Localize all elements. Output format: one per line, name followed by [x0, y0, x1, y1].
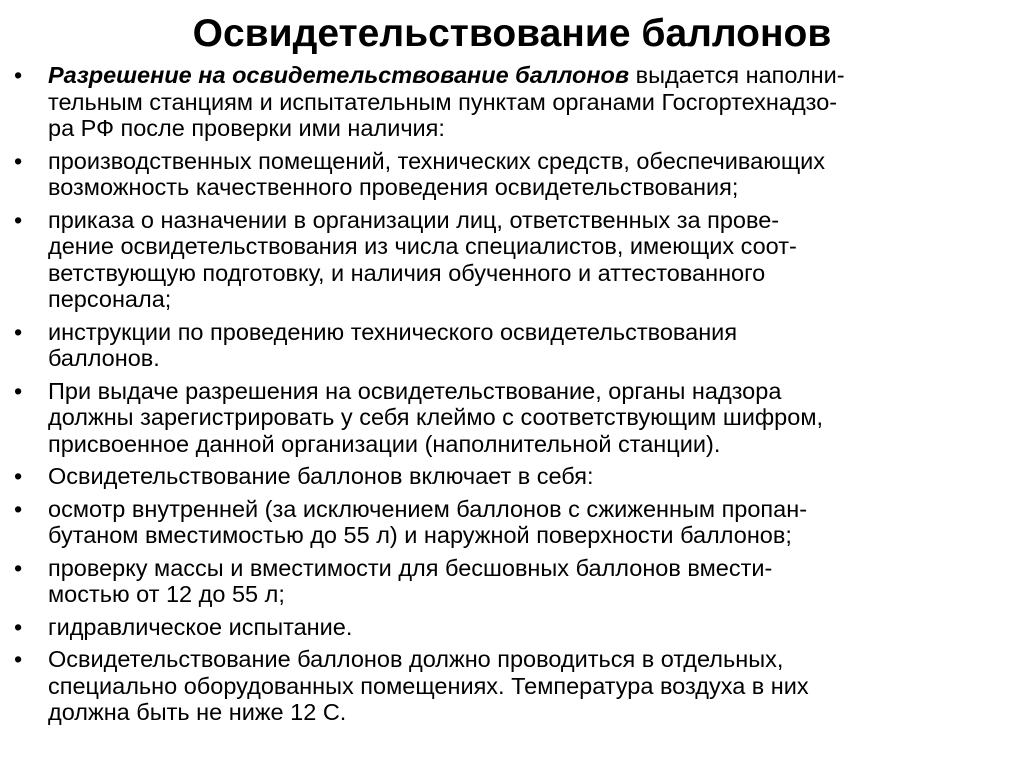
line-text: персонала;	[48, 286, 172, 312]
line-text: должна быть не ниже 12 С.	[48, 699, 347, 725]
line-text: осмотр внутренней (за исключением баллонов с сжиженным пропан-	[48, 495, 808, 522]
bullet-item	[14, 378, 1014, 458]
bullet-line	[48, 207, 1014, 234]
bullet-item	[14, 496, 1014, 549]
bullet-item	[14, 646, 1014, 726]
bullet-list	[14, 62, 1014, 732]
bullet-line	[48, 522, 1014, 549]
bullet-line	[48, 89, 1014, 116]
line-text: дение освидетельствования из числа специалистов, имеющих соот-	[48, 233, 797, 259]
line-text: гидравлическое испытание.	[48, 613, 353, 640]
bullet-line	[48, 345, 1014, 372]
bullet-line	[48, 699, 1014, 726]
emphasis-text: Разрешение на освидетельствование баллонов	[48, 62, 630, 88]
line-text: Освидетельствование баллонов включает в себя:	[48, 463, 594, 489]
line-text: специально оборудованных помещениях. Температура воздуха в них	[48, 672, 809, 699]
bullet-line	[48, 233, 1014, 260]
bullet-item	[14, 319, 1014, 372]
line-text: ветствующую подготовку, и наличия обученного и аттестованного	[48, 259, 766, 286]
line-text: мостью от 12 до 55 л;	[48, 581, 285, 607]
line-text: инструкции по проведению технического освидетельствования	[48, 318, 738, 345]
bullet-line	[48, 673, 1014, 700]
line-text: возможность качественного проведения освидетельствования;	[48, 174, 739, 200]
bullet-item	[14, 463, 1014, 490]
line-text: бутаном вместимостью до 55 л) и наружной поверхности баллонов;	[48, 522, 792, 548]
bullet-line	[48, 581, 1014, 608]
bullet-line	[48, 555, 1014, 582]
slide-title: Освидетельствование баллонов	[192, 12, 832, 55]
line-text: приказа о назначении в организации лиц, ответственных за прове-	[48, 206, 780, 233]
bullet-item	[14, 207, 1014, 313]
bullet-item	[14, 555, 1014, 608]
line-text: присвоенное данной организации (наполнительной станции).	[48, 430, 721, 457]
bullet-line	[48, 148, 1014, 175]
bullet-line	[48, 431, 1014, 458]
line-text: выдается наполни-	[629, 62, 845, 88]
bullet-line	[48, 646, 1014, 673]
line-text: производственных помещений, технических средств, обеспечивающих	[48, 147, 826, 174]
bullet-line	[48, 174, 1014, 201]
bullet-line	[48, 319, 1014, 346]
bullet-line	[48, 286, 1014, 313]
line-text: Освидетельствование баллонов должно проводиться в отдельных,	[48, 646, 784, 672]
bullet-line	[48, 496, 1014, 523]
bullet-line	[48, 260, 1014, 287]
line-text: должны зарегистрировать у себя клеймо с соответствующим шифром,	[48, 404, 824, 430]
bullet-item	[14, 614, 1014, 641]
line-text: баллонов.	[48, 345, 160, 371]
bullet-line	[48, 62, 1014, 89]
bullet-line	[48, 378, 1014, 405]
bullet-line	[48, 463, 1014, 490]
bullet-item	[14, 148, 1014, 201]
bullet-line	[48, 614, 1014, 641]
bullet-line	[48, 404, 1014, 431]
line-text: тельным станциям и испытательным пунктам органами Госгортехнадзо-	[48, 88, 838, 115]
line-text: проверку массы и вместимости для бесшовных баллонов вмести-	[48, 554, 773, 581]
bullet-line	[48, 115, 1014, 142]
line-text: При выдаче разрешения на освидетельствование, органы надзора	[48, 377, 782, 404]
line-text: ра РФ после проверки ими наличия:	[48, 115, 445, 141]
bullet-item	[14, 62, 1014, 142]
